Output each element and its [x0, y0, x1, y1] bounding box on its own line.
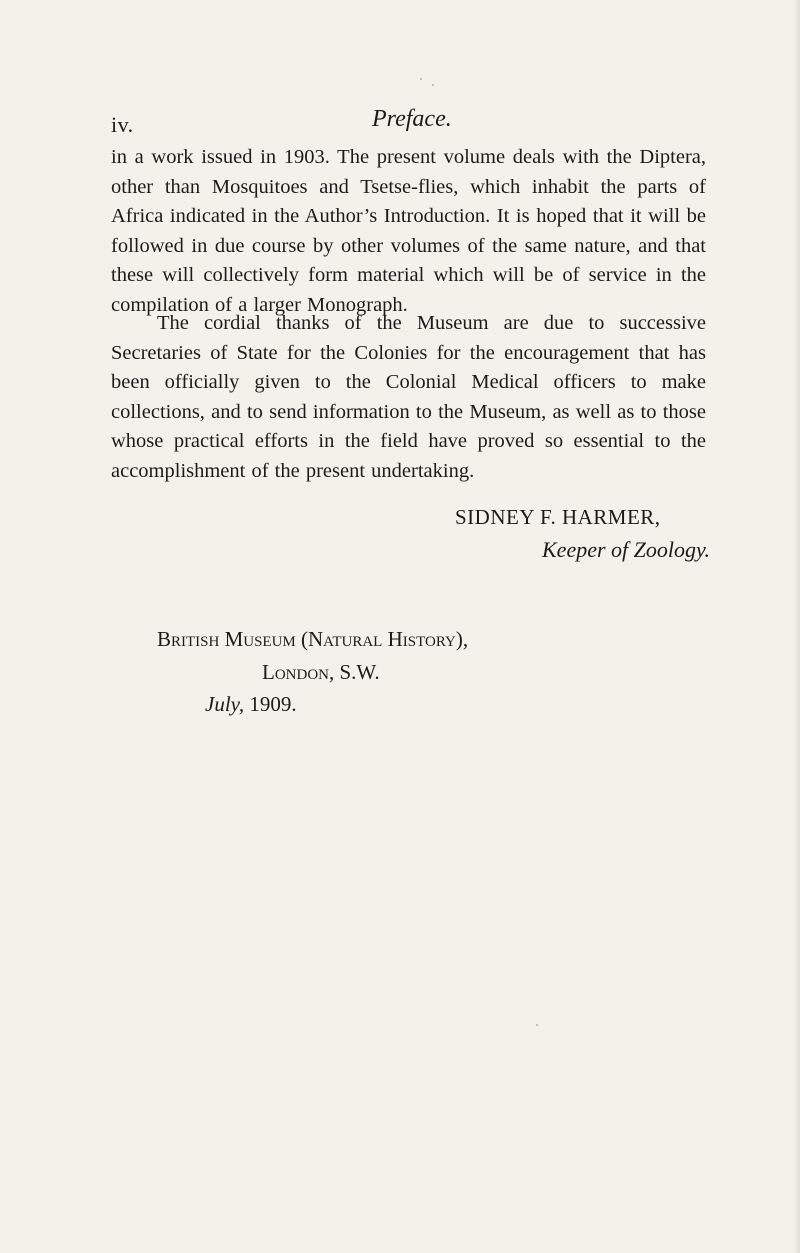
- paper-speck: [432, 84, 434, 86]
- paper-speck: [420, 78, 422, 80]
- address-line-2: London, S.W.: [262, 660, 380, 684]
- page-number: iv.: [111, 112, 134, 137]
- signature-name: SIDNEY F. HARMER,: [455, 505, 661, 529]
- address-line-1: British Museum (Natural History),: [157, 627, 469, 651]
- page-edge-shadow: [794, 0, 800, 1253]
- running-title: Preface.: [372, 106, 452, 132]
- paragraph-2: The cordial thanks of the Museum are due to successive Secretaries of State for the Colonies for the encouragement that has been officially given to the Colonial Medical officers to make collections, and to send information to the Museum, as well as to those whose practical efforts in the field have proved so essential to the accomplishment of the present undertaking.: [111, 312, 706, 482]
- page-header: [111, 106, 711, 136]
- signature-title: Keeper of Zoology.: [542, 537, 711, 562]
- paragraph-1: in a work issued in 1903. The present volume deals with the Diptera, other than Mosquitoes and Tsetse-flies, which inhabit the parts of Africa indicated in the Author’s Introduction. It is hoped that it will be followed in due course by other volumes of the same nature, and that these will collectively form material which will be of service in the compilation of a larger Monograph.: [111, 146, 706, 316]
- date-line: [205, 692, 297, 717]
- date-month: July,: [205, 692, 245, 716]
- paper-speck: [536, 1024, 538, 1026]
- date-year: 1909.: [249, 692, 297, 716]
